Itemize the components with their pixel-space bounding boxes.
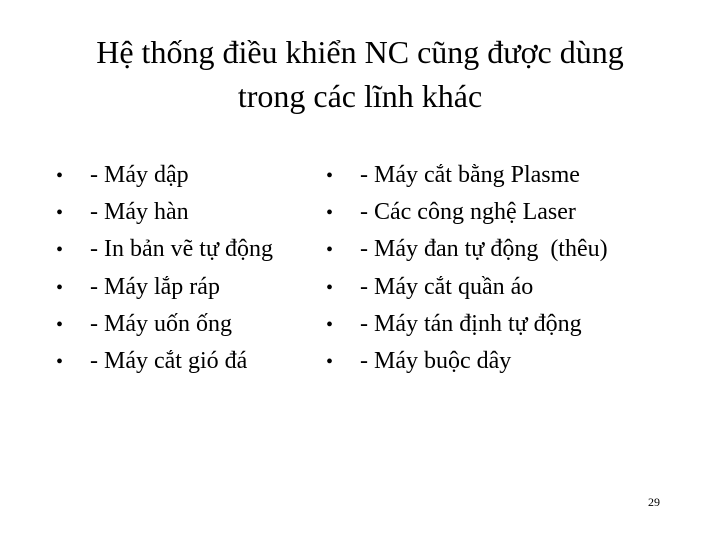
list-item-text: - In bản vẽ tự động xyxy=(90,236,273,263)
list-item-text: - Máy cắt quần áo xyxy=(360,273,534,300)
right-bullet-list xyxy=(326,157,686,380)
page-number: 29 xyxy=(648,495,660,509)
slide-title-line-1: Hệ thống điều khiển NC cũng được dùng xyxy=(96,34,624,70)
bullet-icon: • xyxy=(56,239,64,262)
bullet-icon: • xyxy=(326,313,334,336)
list-item xyxy=(56,269,346,306)
list-item-text: - Máy hàn xyxy=(90,199,189,226)
bullet-icon: • xyxy=(326,202,334,225)
list-item-text: - Máy cắt bằng Plasme xyxy=(360,162,580,188)
list-item-text: - Máy đan tự động (thêu) xyxy=(360,236,608,263)
slide-title xyxy=(40,30,680,118)
bullet-icon: • xyxy=(56,313,64,336)
bullet-icon: • xyxy=(326,165,334,187)
bullet-icon: • xyxy=(326,276,334,299)
bullet-icon: • xyxy=(56,350,64,373)
list-item xyxy=(326,231,686,268)
list-item-text: - Máy uốn ống xyxy=(90,310,232,337)
list-item xyxy=(326,194,686,231)
list-item xyxy=(326,157,686,194)
bullet-icon: • xyxy=(326,350,334,373)
list-item xyxy=(56,194,346,231)
list-item xyxy=(56,306,346,343)
list-item-text: - Máy buộc dây xyxy=(360,347,512,374)
bullet-icon: • xyxy=(56,165,64,187)
list-item xyxy=(326,343,686,380)
list-item-text: - Máy tán định tự động xyxy=(360,310,582,337)
list-item xyxy=(326,269,686,306)
bullet-icon: • xyxy=(326,239,334,262)
list-item xyxy=(56,231,346,268)
slide-title-line-2: trong các lĩnh khác xyxy=(237,78,483,114)
list-item-text: - Máy dập xyxy=(90,162,189,188)
bullet-icon: • xyxy=(56,276,64,299)
bullet-icon: • xyxy=(56,202,64,225)
list-item-text: - Máy cắt gió đá xyxy=(90,347,248,374)
list-item xyxy=(56,343,346,380)
list-item-text: - Các công nghệ Laser xyxy=(360,199,576,226)
list-item xyxy=(56,157,346,194)
left-bullet-list xyxy=(56,157,346,380)
list-item xyxy=(326,306,686,343)
list-item-text: - Máy lắp ráp xyxy=(90,273,220,300)
